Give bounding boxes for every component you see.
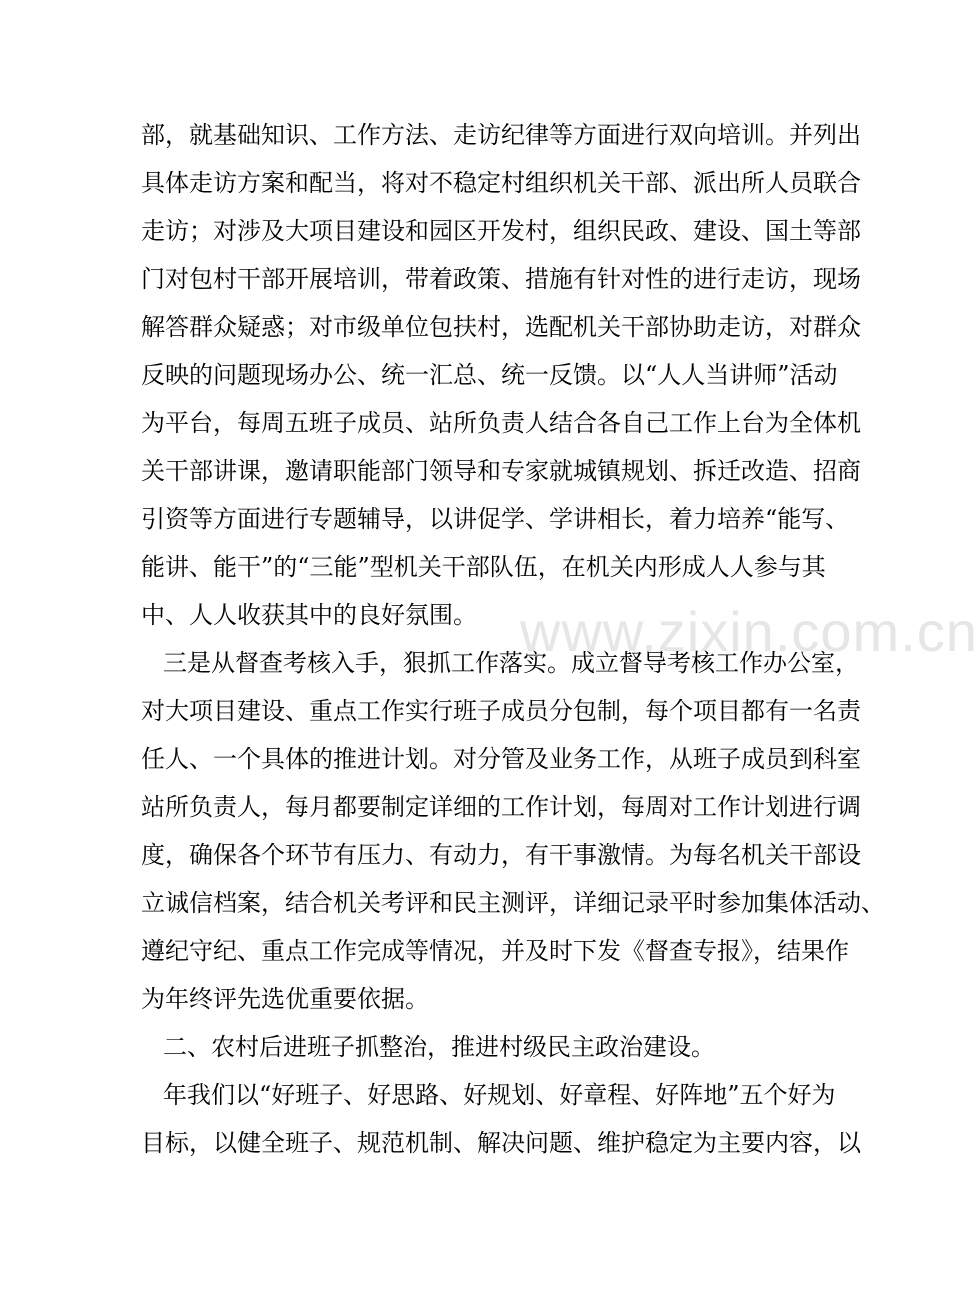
text-line: 关干部讲课，邀请职能部门领导和专家就城镇规划、拆迁改造、招商 [141, 457, 861, 485]
text-line: 解答群众疑惑；对市级单位包扶村，选配机关干部协助走访，对群众 [141, 313, 861, 341]
paragraph-first-line: 年我们以“好班子、好思路、好规划、好章程、好阵地”五个好为 [163, 1081, 836, 1109]
text-line: 对大项目建设、重点工作实行班子成员分包制，每个项目都有一名责 [141, 697, 861, 725]
text-line: 遵纪守纪、重点工作完成等情况，并及时下发《督查专报》，结果作 [141, 937, 849, 965]
text-line: 站所负责人，每月都要制定详细的工作计划，每周对工作计划进行调 [141, 793, 861, 821]
text-line: 为年终评先选优重要依据。 [141, 985, 429, 1013]
text-line: 目标，以健全班子、规范机制、解决问题、维护稳定为主要内容，以 [141, 1129, 861, 1157]
text-line: 中、人人收获其中的良好氛围。 [141, 601, 477, 629]
text-line: 度，确保各个环节有压力、有动力，有干事激情。为每名机关干部设 [141, 841, 861, 869]
text-line: 门对包村干部开展培训，带着政策、措施有针对性的进行走访，现场 [141, 265, 861, 293]
paragraph-first-line: 三是从督查考核入手，狠抓工作落实。成立督导考核工作办公室， [163, 649, 859, 677]
text-line: 任人、一个具体的推进计划。对分管及业务工作，从班子成员到科室 [141, 745, 861, 773]
text-line: 立诚信档案，结合机关考评和民主测评，详细记录平时参加集体活动、 [141, 889, 885, 917]
section-heading: 二、农村后进班子抓整治，推进村级民主政治建设。 [163, 1033, 715, 1061]
text-line: 反映的问题现场办公、统一汇总、统一反馈。以“人人当讲师”活动 [141, 361, 838, 389]
text-line: 走访；对涉及大项目建设和园区开发村，组织民政、建设、国土等部 [141, 217, 861, 245]
text-line: 具体走访方案和配当，将对不稳定村组织机关干部、派出所人员联合 [141, 169, 861, 197]
text-line: 引资等方面进行专题辅导，以讲促学、学讲相长，着力培养“能写、 [141, 505, 850, 533]
text-line: 为平台，每周五班子成员、站所负责人结合各自己工作上台为全体机 [141, 409, 861, 437]
watermark: www.zixin.com.cn [520, 600, 978, 663]
text-line: 部，就基础知识、工作方法、走访纪律等方面进行双向培训。并列出 [141, 121, 861, 149]
text-line: 能讲、能干”的“三能”型机关干部队伍，在机关内形成人人参与其 [141, 553, 826, 581]
